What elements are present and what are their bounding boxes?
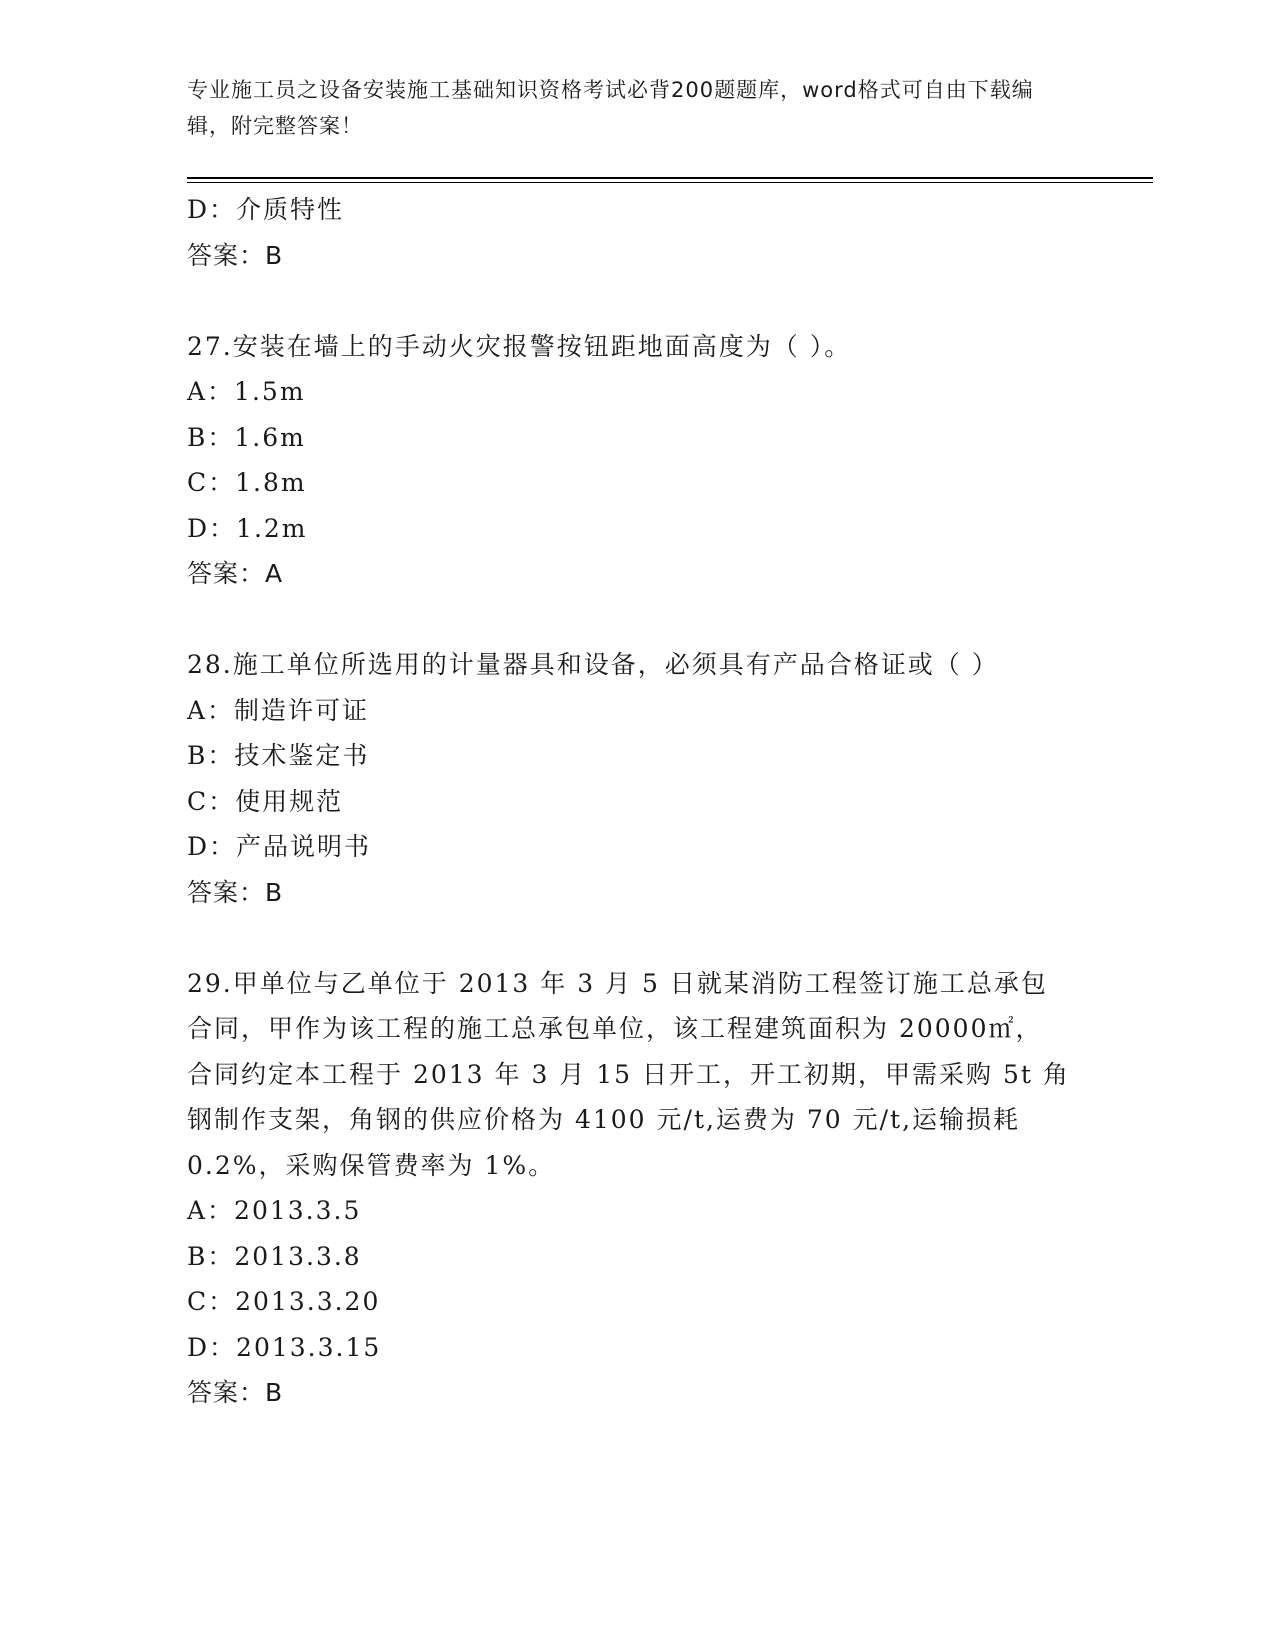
header-rule-thin — [187, 182, 1153, 183]
question-stem-line-1: 29.甲单位与乙单位于 2013 年 3 月 5 日就某消防工程签订施工总承包 — [187, 968, 1048, 998]
option-c: C：使用规范 — [187, 786, 344, 816]
option-d: D：2013.3.15 — [187, 1332, 382, 1362]
answer: 答案：A — [187, 559, 284, 588]
prev-answer: 答案：B — [187, 240, 284, 270]
question-stem-line-5: 0.2%，采购保管费率为 1%。 — [187, 1150, 556, 1180]
option-d: D：1.2m — [187, 513, 308, 543]
question-stem-line-2: 合同，甲作为该工程的施工总承包单位，该工程建筑面积为 20000㎡， — [187, 1014, 1043, 1043]
option-c: C：2013.3.20 — [187, 1287, 381, 1316]
option-b: B：2013.3.8 — [187, 1241, 362, 1271]
question-stem: 27.安装在墙上的手动火灾报警按钮距地面高度为（ ）。 — [187, 331, 852, 361]
spacer — [187, 915, 1087, 961]
option-b: B：1.6m — [187, 422, 306, 452]
option-a: A：1.5m — [187, 377, 306, 406]
option-b: B：技术鉴定书 — [187, 741, 370, 770]
question-content — [187, 187, 1087, 1416]
spacer — [187, 278, 1087, 324]
spacer — [187, 597, 1087, 643]
question-stem: 28.施工单位所选用的计量器具和设备，必须具有产品合格证或（ ） — [187, 650, 999, 679]
option-a: A：2013.3.5 — [187, 1196, 362, 1225]
option-a: A：制造许可证 — [187, 695, 370, 725]
question-stem-line-3: 合同约定本工程于 2013 年 3 月 15 日开工，开工初期，甲需采购 5t 角 — [187, 1059, 1070, 1089]
question-stem-line-4: 钢制作支架，角钢的供应价格为 4100 元/t,运费为 70 元/t,运输损耗 — [187, 1105, 1021, 1134]
option-d: D：产品说明书 — [187, 832, 372, 861]
option-c: C：1.8m — [187, 468, 307, 497]
prev-option-d: D：介质特性 — [187, 195, 345, 224]
question-27 — [187, 324, 1087, 597]
answer: 答案：B — [187, 877, 284, 907]
document-header: 专业施工员之设备安装施工基础知识资格考试必背200题题库，word格式可自由下载编辑，附完整答案！ — [187, 78, 1034, 138]
question-28 — [187, 642, 1087, 915]
question-29 — [187, 961, 1087, 1416]
header-rule-thick — [187, 177, 1153, 179]
answer: 答案：B — [187, 1378, 284, 1407]
